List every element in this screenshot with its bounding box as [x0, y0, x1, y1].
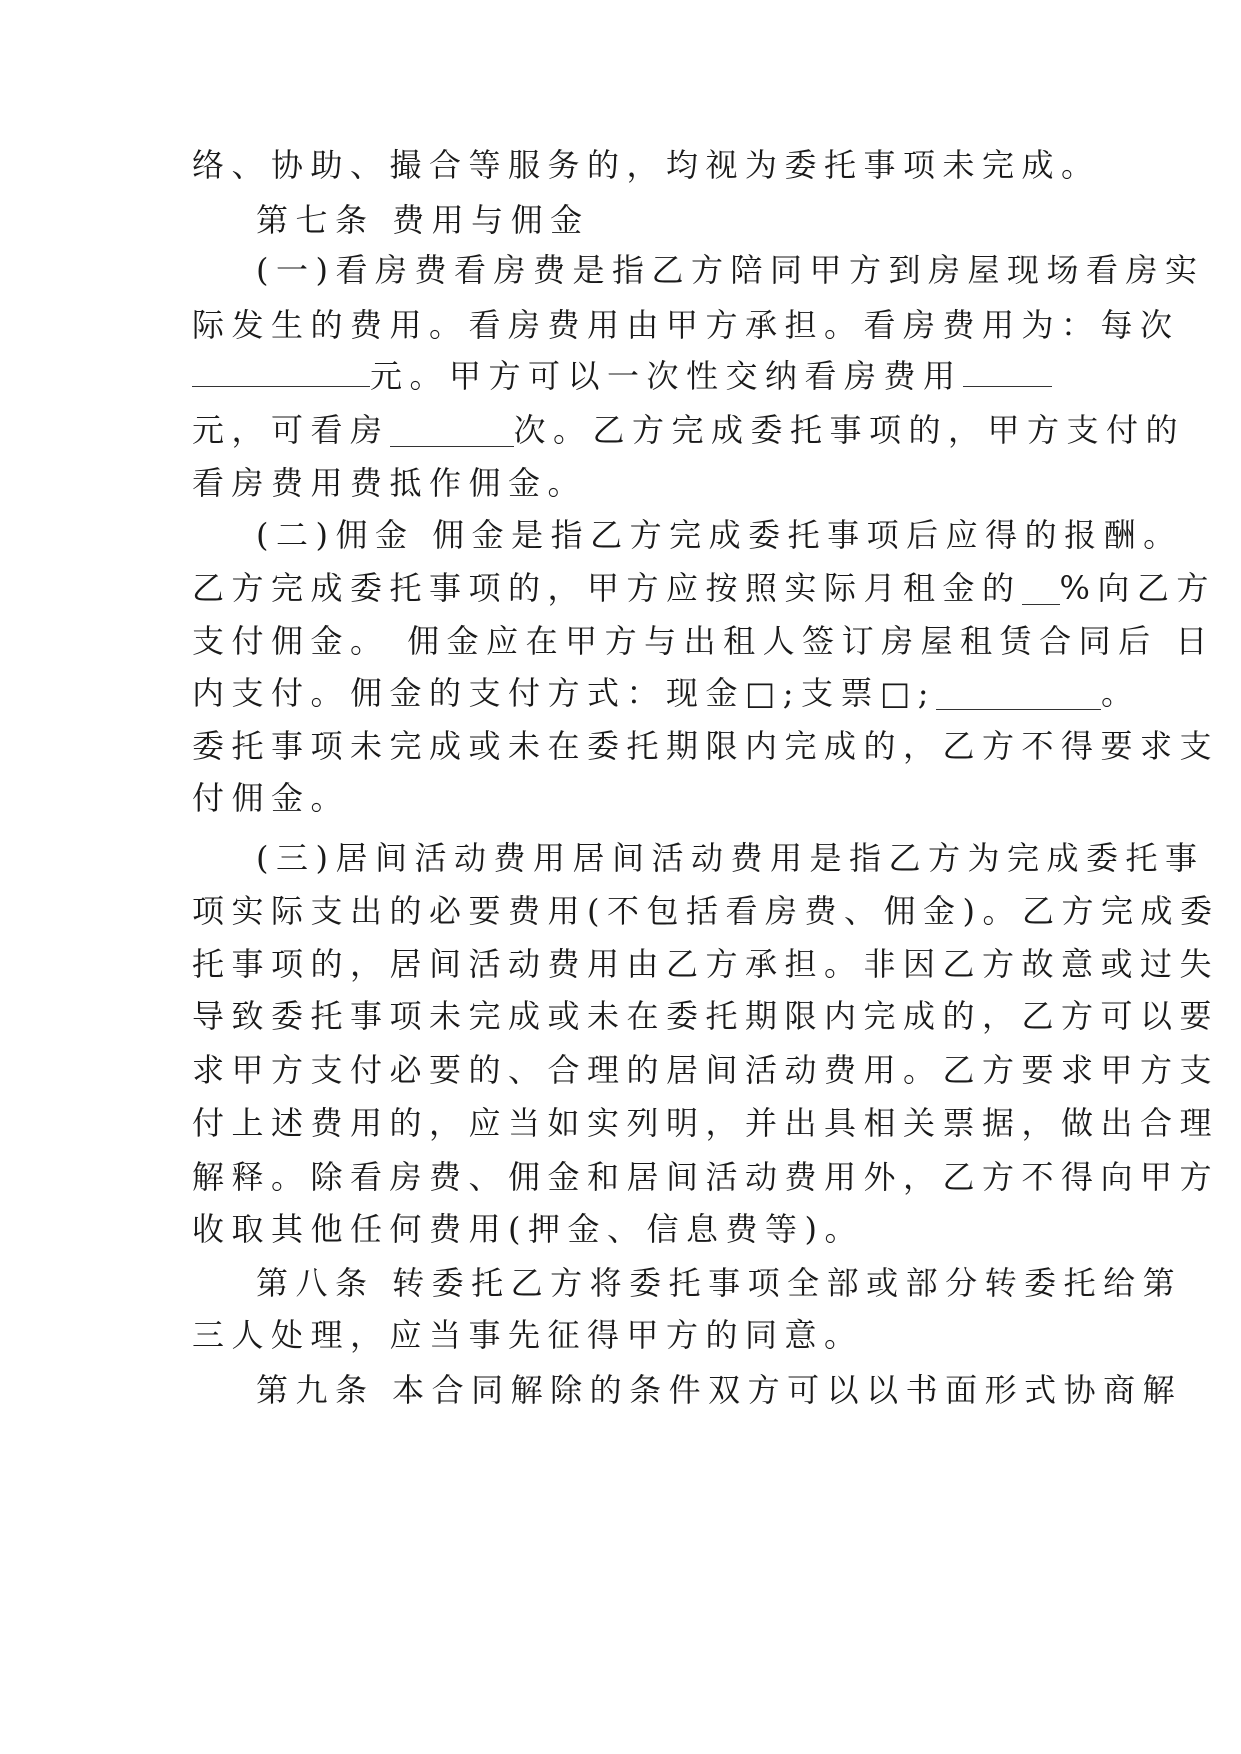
- text-run: %向乙方: [1059, 569, 1216, 607]
- article-7-heading: 第七条 费用与佣金: [256, 201, 590, 239]
- fill-blank[interactable]: [390, 412, 514, 447]
- article-8-heading: 第八条 转委托乙方将委托事项全部或部分转委托给第: [256, 1264, 1183, 1302]
- text-line: 三人处理，应当事先征得甲方的同意。: [192, 1316, 864, 1354]
- text-line: 导致委托事项未完成或未在委托期限内完成的，乙方可以要: [192, 997, 1220, 1035]
- fill-blank[interactable]: [1022, 570, 1060, 605]
- article-9-heading: 第九条 本合同解除的条件双方可以以书面形式协商解: [256, 1371, 1183, 1409]
- fill-blank[interactable]: [963, 352, 1052, 387]
- text-line: 委托事项未完成或未在委托期限内完成的，乙方不得要求支: [192, 727, 1220, 765]
- text-line: [192, 663, 1141, 723]
- text-line: 付佣金。: [192, 779, 351, 817]
- text-line: 求甲方支付必要的、合理的居间活动费用。乙方要求甲方支: [192, 1051, 1220, 1089]
- text-run: 内支付。佣金的支付方式：现金□;支票□;: [192, 674, 937, 712]
- text-line: [192, 346, 1052, 406]
- text-run: 元，可看房: [192, 411, 390, 449]
- text-run: 。: [1101, 674, 1141, 712]
- text-line: 际发生的费用。看房费用由甲方承担。看房费用为：每次: [192, 306, 1180, 344]
- text-line: (一)看房费看房费是指乙方陪同甲方到房屋现场看房实: [256, 251, 1205, 289]
- text-run: 次。乙方完成委托事项的，甲方支付的: [513, 411, 1186, 449]
- text-run: 乙方完成委托事项的，甲方应按照实际月租金的: [192, 569, 1022, 607]
- text-line: 项实际支出的必要费用(不包括看房费、佣金)。乙方完成委: [192, 892, 1220, 930]
- text-line: [192, 558, 1216, 618]
- text-line: 托事项的，居间活动费用由乙方承担。非因乙方故意或过失: [192, 945, 1220, 983]
- text-line: [192, 400, 1186, 460]
- fill-blank[interactable]: [192, 352, 370, 387]
- text-line: 络、协助、撮合等服务的，均视为委托事项未完成。: [192, 146, 1101, 184]
- text-line: 收取其他任何费用(押金、信息费等)。: [192, 1210, 864, 1248]
- text-line: (三)居间活动费用居间活动费用是指乙方为完成委托事: [256, 839, 1205, 877]
- text-line: 付上述费用的，应当如实列明，并出具相关票据，做出合理: [192, 1104, 1220, 1142]
- text-line: 支付佣金。 佣金应在甲方与出租人签订房屋租赁合同后 日: [192, 622, 1215, 660]
- text-run: 元。甲方可以一次性交纳看房费用: [370, 357, 963, 395]
- fill-blank[interactable]: [936, 675, 1101, 710]
- text-line: 解释。除看房费、佣金和居间活动费用外，乙方不得向甲方: [192, 1158, 1220, 1196]
- text-line: (二)佣金 佣金是指乙方完成委托事项后应得的报酬。: [256, 516, 1183, 554]
- text-line: 看房费用费抵作佣金。: [192, 464, 588, 502]
